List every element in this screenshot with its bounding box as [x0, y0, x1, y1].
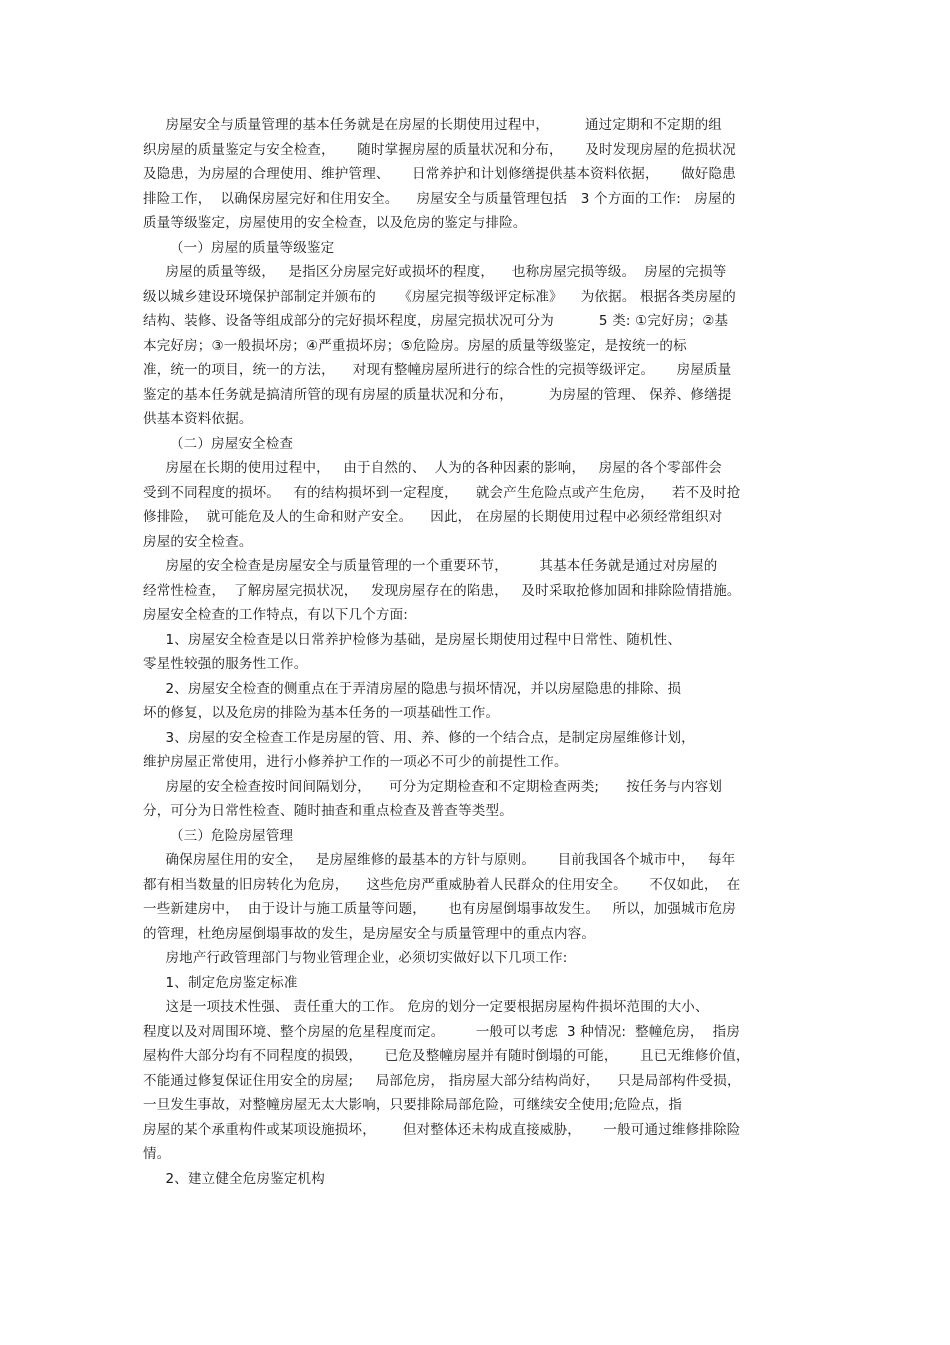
document-body — [143, 113, 813, 1191]
text-line: 房屋的安全检查是房屋安全与质量管理的一个重要环节， 其基本任务就是通过对房屋的 — [143, 558, 718, 574]
text-line: 质量等级鉴定，房屋使用的安全检查，以及危房的鉴定与排险。 — [143, 215, 527, 231]
text-line: 级以城乡建设环境保护部制定并颁布的 《房屋完损等级评定标准》 为依据。 根据各类房屋的 — [143, 288, 736, 305]
text-line: 坏的修复，以及危房的排险为基本任务的一项基础性工作。 — [143, 705, 500, 721]
text-line: 房屋在长期的使用过程中， 由于自然的、 人为的各种因素的影响， 房屋的各个零部件会 — [143, 460, 722, 476]
text-line: 房屋安全检查的工作特点，有以下几个方面: — [143, 607, 409, 623]
text-line: 分，可分为日常性检查、随时抽查和重点检查及普查等类型。 — [143, 803, 513, 819]
text-line: （一）房屋的质量等级鉴定 — [143, 239, 335, 256]
text-line: 修排险， 就可能危及人的生命和财产安全。 因此， 在房屋的长期使用过程中必须经常组织对 — [143, 509, 723, 525]
text-line: 的管理，杜绝房屋倒塌事故的发生，是房屋安全与质量管理中的重点内容。 — [143, 925, 596, 942]
text-line: （二）房屋安全检查 — [143, 435, 294, 452]
text-line: 2、房屋安全检查的侧重点在于弄清房屋的隐患与损坏情况，并以房屋隐患的排除、损 — [143, 680, 682, 697]
text-line: 准，统一的项目，统一的方法， 对现有整幢房屋所进行的综合性的完损等级评定。 房屋质量 — [143, 362, 732, 378]
text-line: 2、建立健全危房鉴定机构 — [143, 1170, 325, 1187]
text-line: 零星性较强的服务性工作。 — [143, 656, 308, 672]
text-line: 受到不同程度的损坏。 有的结构损坏到一定程度， 就会产生危险点或产生危房， 若不及时抢 — [143, 484, 741, 501]
text-line: 情。 — [143, 1146, 171, 1162]
text-line: 1、制定危房鉴定标准 — [143, 974, 298, 991]
text-line: 房屋安全与质量管理的基本任务就是在房屋的长期使用过程中， 通过定期和不定期的组 — [143, 117, 722, 133]
text-line: 织房屋的质量鉴定与安全检查， 随时掌握房屋的质量状况和分布， 及时发现房屋的危损状况 — [143, 141, 736, 158]
text-line: 房屋的安全检查按时间间隔划分， 可分为定期检查和不定期检查两类; 按任务与内容划 — [143, 778, 723, 795]
text-line: 都有相当数量的旧房转化为危房， 这些危房严重威胁着人民群众的住用安全。 不仅如此， 在 — [143, 876, 741, 893]
text-line: 本完好房；③一般损坏房；④严重损坏房；⑤危险房。房屋的质量等级鉴定，是按统一的标 — [143, 337, 687, 354]
text-line: 程度以及对周围环境、整个房屋的危星程度而定。 一般可以考虑 3 种情况: 整幢危房， 指房 — [143, 1023, 741, 1040]
text-line: 房屋的质量等级， 是指区分房屋完好或损坏的程度， 也称房屋完损等级。 房屋的完损等 — [143, 264, 727, 280]
text-line: 一旦发生事故，对整幢房屋无太大影响，只要排除局部危险，可继续安全使用;危险点，指 — [143, 1097, 683, 1113]
text-line: 供基本资料依据。 — [143, 411, 253, 427]
text-line: 鉴定的基本任务就是搞清所管的现有房屋的质量状况和分布， 为房屋的管理、 保养、修缮提 — [143, 386, 732, 403]
text-line: 维护房屋正常使用，进行小修养护工作的一项必不可少的前提性工作。 — [143, 754, 568, 770]
text-line: 不能通过修复保证住用安全的房屋; 局部危房， 指房屋大部分结构尚好， 只是局部构件受损， — [143, 1072, 741, 1089]
text-line: （三）危险房屋管理 — [143, 827, 294, 844]
text-line: 房地产行政管理部门与物业管理企业，必须切实做好以下几项工作: — [143, 950, 568, 966]
text-line: 及隐患，为房屋的合理使用、维护管理、 日常养护和计划修缮提供基本资料依据， 做好隐患 — [143, 166, 736, 182]
text-line: 房屋的安全检查。 — [143, 533, 253, 550]
text-line: 房屋的某个承重构件或某项设施损坏， 但对整体还未构成直接威胁， 一般可通过维修排除险 — [143, 1121, 741, 1138]
text-line: 一些新建房中， 由于设计与施工质量等问题， 也有房屋倒塌事故发生。 所以，加强城市危房 — [143, 901, 736, 917]
text-line: 3、房屋的安全检查工作是房屋的管、用、养、修的一个结合点，是制定房屋维修计划， — [143, 729, 695, 746]
text-line: 排险工作， 以确保房屋完好和住用安全。 房屋安全与质量管理包括 3 个方面的工作: 房屋的 — [143, 190, 736, 207]
text-line: 结构、装修、设备等组成部分的完好损坏程度，房屋完损状况可分为 5 类: ①完好房；②基 — [143, 313, 729, 329]
text-line: 1、房屋安全检查是以日常养护检修为基础，是房屋长期使用过程中日常性、随机性、 — [143, 631, 682, 648]
text-line: 经常性检查， 了解房屋完损状况， 发现房屋存在的陷患， 及时采取抢修加固和排除险情措施。 — [143, 582, 741, 599]
text-line: 确保房屋住用的安全， 是房屋维修的最基本的方针与原则。 目前我国各个城市中， 每年 — [143, 852, 736, 868]
text-line: 这是一项技术性强、 责任重大的工作。 危房的划分一定要根据房屋构件损坏范围的大小、 — [143, 999, 709, 1015]
text-line: 屋构件大部分均有不同程度的损毁， 已危及整幢房屋并有随时倒塌的可能， 且已无维修价值， — [143, 1048, 750, 1064]
